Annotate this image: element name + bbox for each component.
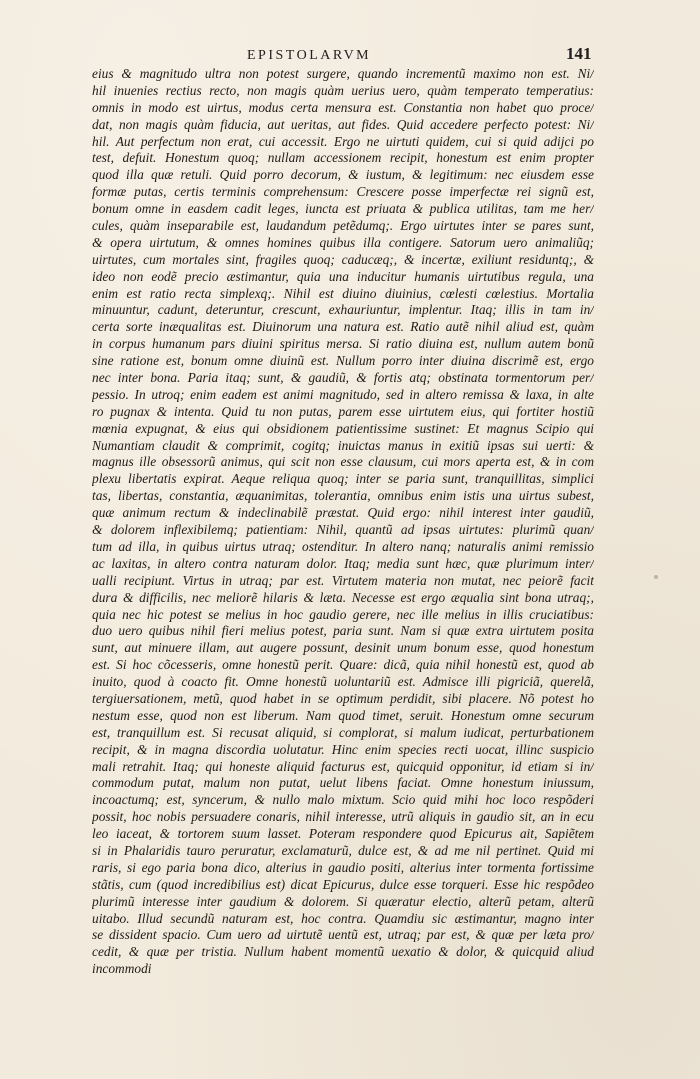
body-text <box>92 66 594 995</box>
text-line: quæ animum rectum & indeclinabilẽ præstat. Quid ergo: nihil interest inter gaudiũ, <box>92 505 594 521</box>
text-line: ac laxitas, in altero contra naturam dolor. Itaq; media sunt hæc, quæ plurimum inter/ <box>92 555 594 571</box>
text-line: stãtis, cum (quod incredibilius est) dicat Epicurus, dulce esse torqueri. Esse hic respõdeo <box>92 876 594 892</box>
text-line: uirtutes, cum mortales sint, fragiles quoq; caducæq;, & incertæ, exiliunt residuntq;, & <box>92 251 594 267</box>
text-line: tum ad illa, in quibus uirtus utraq; ostenditur. In altero nanq; naturalis animi remissio <box>92 538 594 554</box>
text-line: certa sorte inæqualitas est. Diuinorum una natura est. Ratio autẽ nihil aliud est, quàm <box>92 319 594 335</box>
text-line: hil. Aut perfectum non erat, cui accessit. Ergo ne uirtuti quidem, cui si quid adijci po <box>92 133 594 149</box>
text-line: in corpus humanum pars diuini spiritus mersa. Si ratio diuina est, nullum autem bonũ <box>92 336 594 352</box>
text-line: sunt, aut minuere illam, aut augere possunt, desinit unum bonum esse, quod honestum <box>92 640 594 656</box>
text-line: bonum omne in easdem cadit leges, iuncta est priuata & publica utilitas, tam me her/ <box>92 201 594 217</box>
text-line: ro pugnax & intenta. Quid tu non putas, parem esse uirtutem eius, qui fortiter hostiũ <box>92 403 594 419</box>
text-line: eius & magnitudo ultra non potest surgere, quando incrementũ maximo non est. Ni/ <box>92 66 594 81</box>
text-line: plexu libertatis expirat. Aeque reliqua quoq; inter se paria sunt, tranquillitas, simplici <box>92 471 594 487</box>
running-head: EPISTOLARVM <box>247 48 372 63</box>
text-line: & opera uirtutum, & omnes homines quibus illa contigere. Satorum uero animaliũq; <box>92 234 594 250</box>
text-line: mœnia expugnat, & eius qui obsidionem patientissime sustinet: Et magnus Scipio qui <box>92 420 594 436</box>
text-line: possit, hoc nobis persuadere conaris, nihil interesse, utrũ aliquis in gaudio sit, an in ecu <box>92 809 594 825</box>
text-line: nec inter bona. Paria itaq; sunt, & gaudiũ, & fortis atq; obstinata tormentorum per/ <box>92 370 594 386</box>
text-line: ideo non eodẽ precio æstimantur, quia una inducitur humanis uirtutibus regula, una <box>92 268 594 284</box>
text-line: dat, non magis quàm fiducia, aut ueritas, aut fides. Quid accedere perfecto potest: Ni/ <box>92 116 594 132</box>
text-line: raris, si ego paria bona dico, alterius in gaudio positi, alterius inter tormenta fortissime <box>92 859 594 875</box>
text-line: se dissident spacio. Cum uero ad uirtutẽ uentũ est, utraq; par est, & quæ per læta pro/ <box>92 927 594 943</box>
text-line: & dolorem inflexibilemq; patientiam: Nihil, quantũ ad ipsas uirtutes: plurimũ quan/ <box>92 522 594 538</box>
text-line: minuuntur, cadunt, deteruntur, crescunt, exhauriuntur, implentur. Itaq; illis in tam in/ <box>92 302 594 318</box>
text-line: est, tranquillum est. Si recusat aliquid, si complorat, si malum iudicat, perturbationem <box>92 724 594 740</box>
text-line: mali retrahit. Itaq; qui honeste aliquid facturus est, quicquid opponitur, id etiam si in/ <box>92 758 594 774</box>
text-line: test, defuit. Honestum quoq; nullam accessionem recipit, honestum est enim propter <box>92 150 594 166</box>
text-line: Numantiam claudit & comprimit, cogitq; inuictas manus in exitiũ ipsas sui uerti: & <box>92 437 594 453</box>
text-line: commodum putat, malum non putat, uelut libens faciat. Omne honestum iniussum, <box>92 775 594 791</box>
text-line: incommodi <box>92 961 152 977</box>
paper-speck <box>654 575 658 579</box>
catchword <box>92 978 594 995</box>
text-line: enim est ratio recta simplexq;. Nihil est diuino diuinius, cœlesti cœlestius. Mortalia <box>92 285 594 301</box>
text-line: leo iaceat, & tortorem suum lasset. Poteram respondere quod Epicurus ait, Sapiẽtem <box>92 826 594 842</box>
text-line: quia nec hic potest se melius in hoc gaudio gerere, nec ille melius in illis cruciatibus: <box>92 606 594 622</box>
text-line: sine ratione est, bonum omne diuinũ est. Nullum porro inter diuina discrimẽ est, ergo <box>92 353 594 369</box>
text-line: cules, quàm inseparabile est, laudandum petẽdumq;. Ergo uirtutes inter se pares sunt, <box>92 218 594 234</box>
text-line: plurimũ interesse inter gaudium & dolorem. Si quæratur electio, alterũ petam, alterũ <box>92 893 594 909</box>
text-line: hil inuenies rectius recto, non magis quàm uerius uero, quàm temperato temperatius: <box>92 82 594 98</box>
text-line: formæ putas, certis terminis comprehensum: Crescere posse imperfectæ rei signũ est, <box>92 184 594 200</box>
text-line: tas, libertas, constantia, æquanimitas, tolerantia, omnibus enim istis una uirtus subest, <box>92 488 594 504</box>
text-line: uitabo. Illud secundũ naturam est, hoc contra. Quamdiu sic æstimantur, magno inter <box>92 910 594 926</box>
text-line: omnis in modo est uirtus, modus certa mensura est. Constantia non habet quo proce/ <box>92 99 594 115</box>
text-line: quod illa quæ retuli. Quid porro decorum, & iustum, & legitimum: nec eiusdem esse <box>92 167 594 183</box>
text-line: est. Si hoc cõcesseris, omne honestũ perit. Quare: dicã, quia nihil honestũ est, quod ab <box>92 657 594 673</box>
text-line: duo uero quibus nihil fieri melius potest, paria sunt. Nam si quæ extra uirtutem posita <box>92 623 594 639</box>
text-line: inuito, quod à coacto fit. Omne honestũ uoluntariũ est. Admisce illi pigriciã, querelã, <box>92 674 594 690</box>
text-line: dura & difficilis, nec meliorẽ hilaris & læta. Necesse est ergo æqualia sint bona utraq;, <box>92 589 594 605</box>
text-line: cedit, & quæ per tristia. Nullum habent momentũ uexatio & dolor, & quicquid aliud <box>92 944 594 960</box>
text-line: tergiuersationem, metũ, quod habet in se optimum perdidit, sibi placere. Nõ potest ho <box>92 690 594 706</box>
text-line: nestum esse, quod non est liberum. Nam quod timet, seruit. Honestum omne securum <box>92 707 594 723</box>
text-line: pessio. In utroq; enim eadem est animi magnitudo, sed in altero remissa & laxa, in alte <box>92 386 594 402</box>
text-line: recipit, & in magna discordia uolutatur. Hinc enim species recti uocat, illinc suspicio <box>92 741 594 757</box>
text-line: ualli recipiunt. Virtus in utraq; par est. Virtutem materia non mutat, nec peiorẽ facit <box>92 572 594 588</box>
text-line: magnus ille obsessorũ animus, qui scit non esse clausum, cui mors aperta est, & in com <box>92 454 594 470</box>
page-number: 141 <box>566 44 592 63</box>
text-line: si in Phalaridis tauro peruratur, exclamaturũ, dulce est, & ad me nil pertinet. Quid mi <box>92 842 594 858</box>
text-line: incoactumq; est, syncerum, & nullo malo mixtum. Scio quid mihi hoc loco respõderi <box>92 792 594 808</box>
